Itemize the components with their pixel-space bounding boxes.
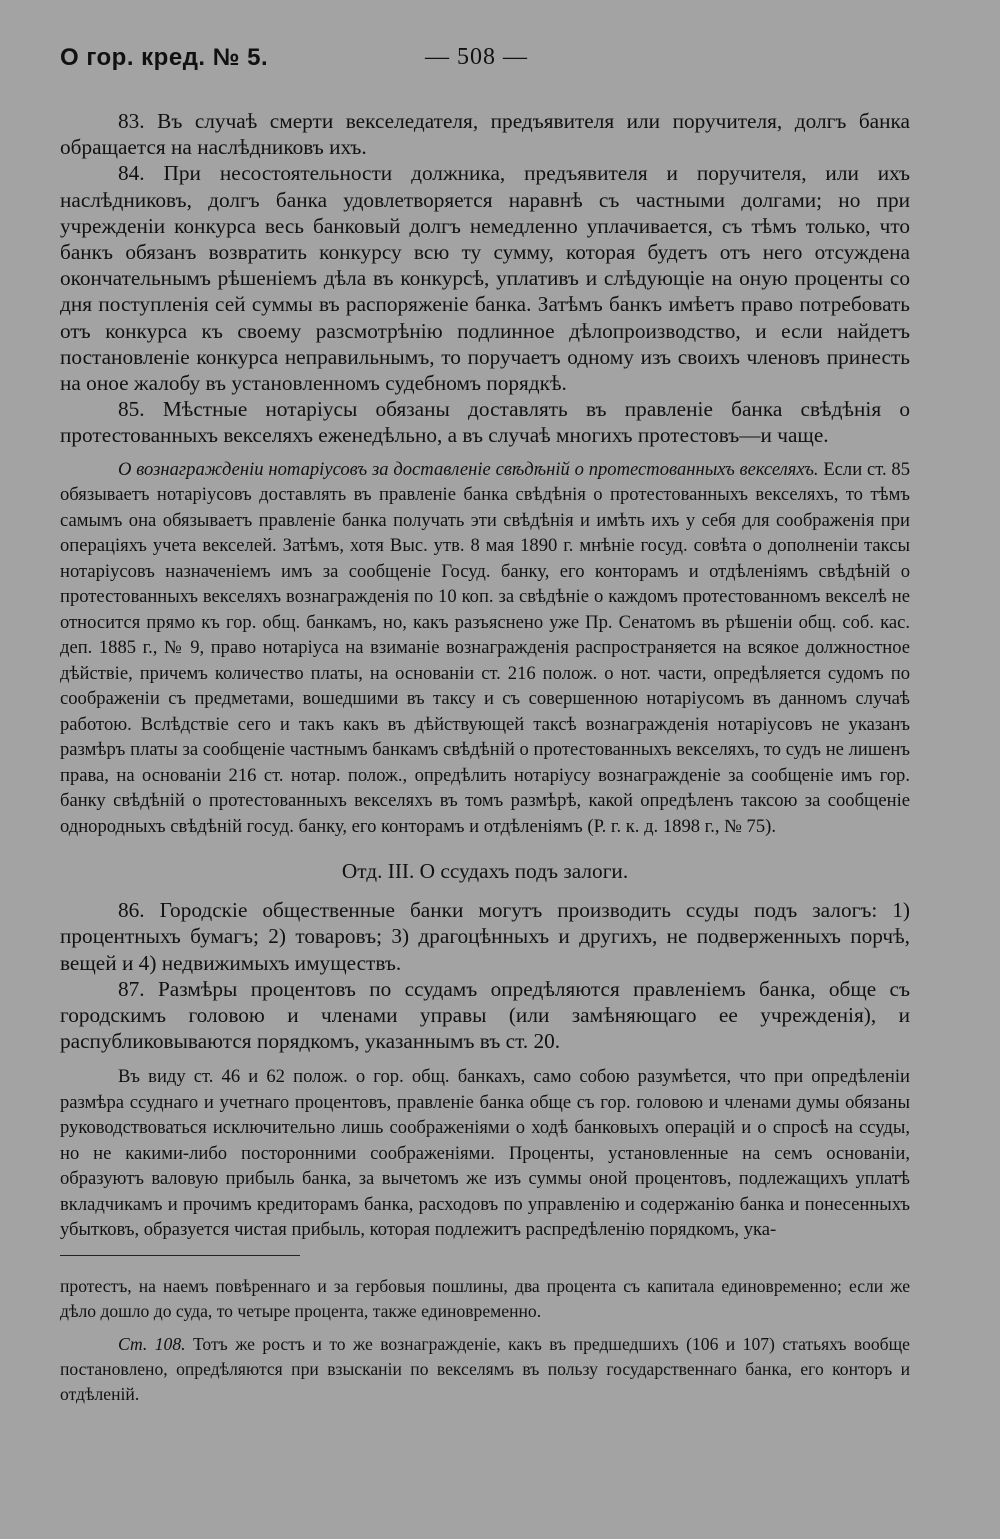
footnote-article-ref: Ст. 108. [118, 1333, 186, 1354]
footnote-divider [60, 1255, 300, 1256]
running-title: О гор. кред. № 5. [60, 44, 269, 71]
commentary-notary-fees [60, 457, 910, 840]
footnote-article-108 [60, 1332, 910, 1407]
footnote-continuation: протестъ, на наемъ повѣреннаго и за гербовыя пошлины, два процента съ капитала единовременно; если же дѣло дошло до суда, то четыре процента, также единовременно. [60, 1275, 910, 1321]
section-heading: Отд. III. О ссудахъ подъ залоги. [341, 859, 629, 884]
article-86: 86. Городскіе общественные банки могутъ производить ссуды подъ залогъ: 1) процентныхъ бумагъ; 2) товаровъ; 3) драгоцѣнныхъ и другихъ, не подверженныхъ порчѣ, вещей и 4) недвижимыхъ имуществъ. [60, 898, 910, 975]
commentary-lead: О вознагражденіи нотаріусовъ за доставленіе свѣдѣній о протестованныхъ векселяхъ. [118, 458, 819, 480]
page-body [60, 108, 910, 1407]
page-header [60, 44, 910, 80]
article-85: 85. Мѣстные нотаріусы обязаны доставлять въ правленіе банка свѣдѣнія о протестованныхъ векселяхъ еженедѣльно, а въ случаѣ многихъ протестовъ—и чаще. [60, 397, 910, 448]
article-84: 84. При несостоятельности должника, предъявителя и поручителя, или ихъ наслѣдниковъ, долгъ банка удовлетворяется наравнѣ съ частными долгами; но при учрежденіи конкурса весь банковый долгъ немедленно уплачивается, съ тѣмъ только, что банкъ обязанъ возвратить конкурсу всю ту сумму, которая будетъ отъ него отсуждена окончательнымъ рѣшеніемъ дѣла въ конкурсѣ, уплативъ и слѣдующіе на оную проценты со дня поступленія сей суммы въ распоряженіе банка. Затѣмъ банкъ имѣетъ право потребовать отъ конкурса къ своему разсмотрѣнію подлинное дѣлопроизводство, и если найдетъ постановленіе конкурса неправильнымъ, то поручаетъ одному изъ своихъ членовъ принесть на оное жалобу въ установленномъ судебномъ порядкѣ. [60, 161, 910, 396]
commentary-text: Если ст. 85 обязываетъ нотаріусовъ доставлять въ правленіе банка свѣдѣнія о протестованныхъ векселяхъ, то тѣмъ самымъ она обязываетъ правленіе банка получать эти свѣдѣнія и имѣть ихъ у себя для соображенія при операціяхъ учета векселей. Затѣмъ, хотя Выс. утв. 8 мая 1890 г. мнѣніе госуд. совѣта о дополненіи таксы нотаріусовъ назначеніемъ имъ за сообщеніе Госуд. банку, его конторамъ и отдѣленіямъ свѣдѣній о протестованныхъ векселяхъ вознагражденія по 10 коп. за свѣдѣніе о каждомъ протестованномъ векселѣ не относится прямо къ гор. общ. банкамъ, но, какъ разъяснено уже Пр. Сенатомъ въ рѣшеніи общ. соб. кас. деп. 1885 г., № 9, право нотаріуса на взиманіе вознагражденія распространяется на всякое должностное дѣйствіе, причемъ количество платы, на основаніи ст. 216 полож. о нот. части, опредѣляется судомъ по соображеніи съ предметами, вошедшими въ таксу и съ совершенною нотаріусомъ въ данномъ случаѣ работою. Вслѣдствіе сего и такъ какъ въ дѣйствующей таксѣ вознагражденія нотаріусовъ не указанъ размѣръ платы за сообщеніе частнымъ банкамъ свѣдѣній о протестованныхъ векселяхъ, то судъ не лишенъ права, на основаніи 216 ст. нотар. полож., опредѣлить нотаріусу вознагражденіе за сообщеніе имъ гор. банку свѣдѣній о протестованныхъ векселяхъ въ томъ размѣрѣ, какой опредѣленъ таксою за сообщеніе однородныхъ свѣдѣній госуд. банку, его конторамъ и отдѣленіямъ (Р. г. к. д. 1898 г., № 75). [60, 458, 910, 837]
article-83: 83. Въ случаѣ смерти векселедателя, предъявителя или поручителя, долгъ банка обращается на наслѣдниковъ ихъ. [60, 109, 910, 160]
commentary-interest-rates: Въ виду ст. 46 и 62 полож. о гор. общ. банкахъ, само собою разумѣется, что при опредѣленіи размѣра ссуднаго и учетнаго процентовъ, правленіе банка обще съ гор. головою и членами думы обязаны руководствоваться исключительно лишь соображеніями о ходѣ банковыхъ операцій и о спросѣ на ссуды, но не какими-либо посторонними соображеніями. Проценты, установленные на семъ основаніи, образуютъ валовую прибыль банка, за вычетомъ же изъ суммы оной процентовъ, подлежащихъ уплатѣ вкладчикамъ и прочимъ кредиторамъ банка, расходовъ по управленію и содержанію банка и понесенныхъ убытковъ, образуется чистая прибыль, которая подлежитъ распредѣленію порядкомъ, ука- [60, 1066, 910, 1241]
article-87: 87. Размѣры процентовъ по ссудамъ опредѣляются правленіемъ банка, обще съ городскимъ головою и членами управы (или замѣняющаго ее учрежденія), и распубликовываются порядкомъ, указаннымъ въ ст. 20. [60, 976, 910, 1054]
page-number: — 508 — [425, 44, 528, 70]
footnote-article-text: Тотъ же ростъ и то же вознагражденіе, какъ въ предшедшихъ (106 и 107) статьяхъ вообще постановлено, опредѣляются при взысканіи по векселямъ въ пользу государственнаго банка, его конторъ и отдѣленій. [60, 1333, 910, 1404]
